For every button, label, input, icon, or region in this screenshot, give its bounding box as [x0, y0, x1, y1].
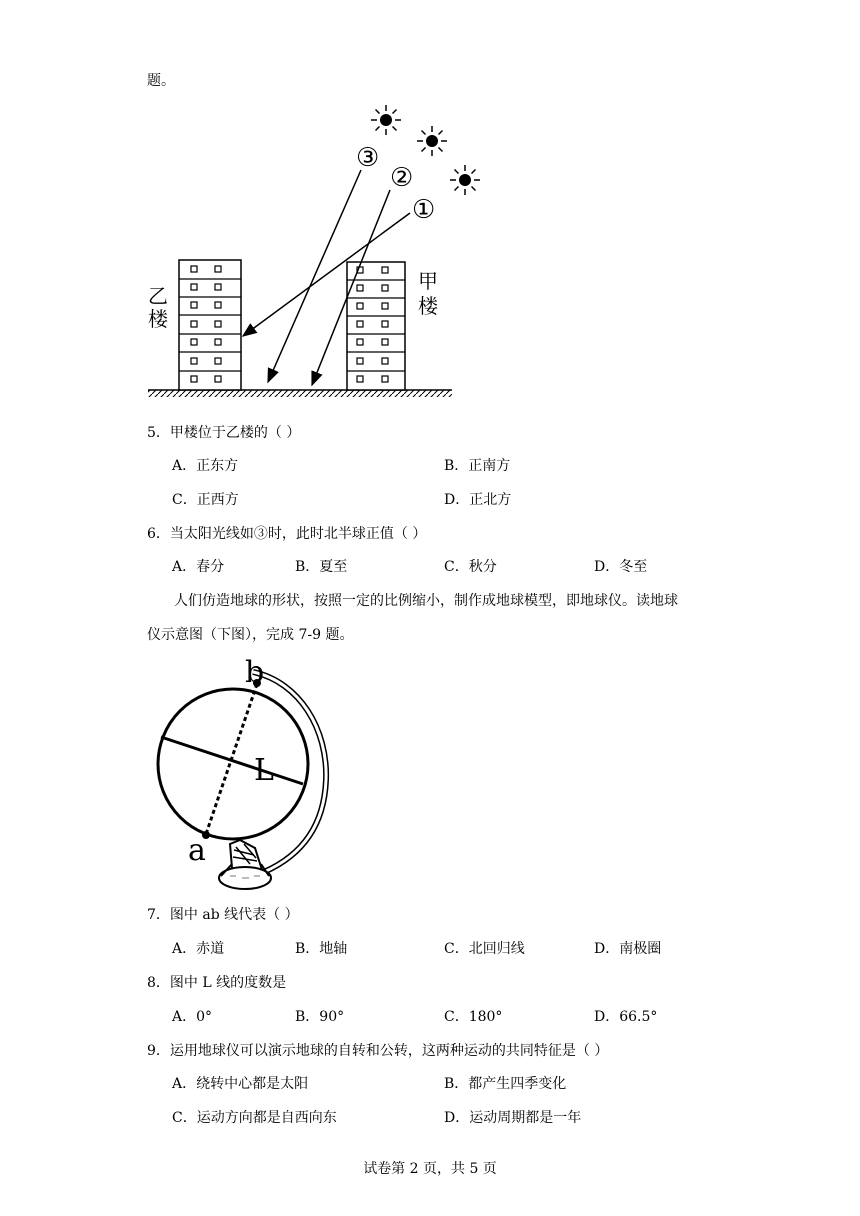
- q8-option-b: B．90°: [295, 1009, 345, 1025]
- q5-option-b: B．正南方: [444, 458, 511, 474]
- globe-label-b: b: [245, 655, 265, 690]
- q7-option-c: C．北回归线: [444, 941, 525, 957]
- label-jia-2: 楼: [418, 294, 438, 318]
- ray-label-1: ①: [412, 195, 436, 225]
- building-sunlight-figure: [140, 100, 500, 405]
- q7-option-b: B．地轴: [295, 941, 348, 957]
- question-5-stem: 5．甲楼位于乙楼的（ ）: [147, 425, 301, 441]
- passage-line-2: 仪示意图（下图），完成 7-9 题。: [147, 627, 354, 643]
- q5-option-c: C．正西方: [172, 492, 239, 508]
- globe-figure: [150, 650, 340, 900]
- globe-label-a: a: [188, 833, 206, 868]
- q8-option-c: C．180°: [444, 1009, 503, 1025]
- q6-option-a: A．春分: [172, 559, 225, 575]
- question-6-stem: 6．当太阳光线如③时，此时北半球正值（ ）: [147, 526, 427, 542]
- question-8-stem: 8．图中 L 线的度数是: [147, 975, 287, 991]
- q6-option-d: D．冬至: [594, 559, 648, 575]
- building-yi: [179, 260, 241, 390]
- question-7-stem: 7．图中 ab 线代表（ ）: [147, 907, 299, 923]
- ray-label-2: ②: [390, 163, 414, 193]
- globe-stand: [219, 840, 271, 889]
- q8-option-d: D．66.5°: [594, 1009, 658, 1025]
- globe-sphere: [158, 689, 308, 839]
- q9-option-a: A．绕转中心都是太阳: [172, 1076, 309, 1092]
- sun-icon: [371, 105, 401, 135]
- q7-option-a: A．赤道: [172, 941, 225, 957]
- label-jia-1: 甲: [418, 269, 438, 293]
- sun-icon: [417, 126, 447, 156]
- globe-label-l: L: [254, 753, 274, 788]
- label-yi-2: 楼: [148, 307, 168, 331]
- q5-option-d: D．正北方: [444, 492, 512, 508]
- passage-line-1: 人们仿造地球的形状，按照一定的比例缩小，制作成地球模型，即地球仪。读地球: [174, 593, 678, 609]
- intro-tail-text: 题。: [147, 73, 175, 89]
- sun-icon: [450, 165, 480, 195]
- q9-option-b: B．都产生四季变化: [444, 1076, 567, 1092]
- page-footer: 试卷第 2 页，共 5 页: [363, 1161, 497, 1177]
- q9-option-d: D．运动周期都是一年: [444, 1110, 582, 1126]
- q9-option-c: C．运动方向都是自西向东: [172, 1110, 337, 1126]
- ray-label-3: ③: [356, 143, 380, 173]
- q8-option-a: A．0°: [172, 1009, 213, 1025]
- question-9-stem: 9．运用地球仪可以演示地球的自转和公转，这两种运动的共同特征是（ ）: [147, 1043, 609, 1059]
- building-jia: [347, 262, 405, 390]
- q6-option-b: B．夏至: [295, 559, 348, 575]
- q5-option-a: A．正东方: [172, 458, 239, 474]
- q7-option-d: D．南极圈: [594, 941, 662, 957]
- q6-option-c: C．秋分: [444, 559, 497, 575]
- label-yi-1: 乙: [148, 284, 168, 308]
